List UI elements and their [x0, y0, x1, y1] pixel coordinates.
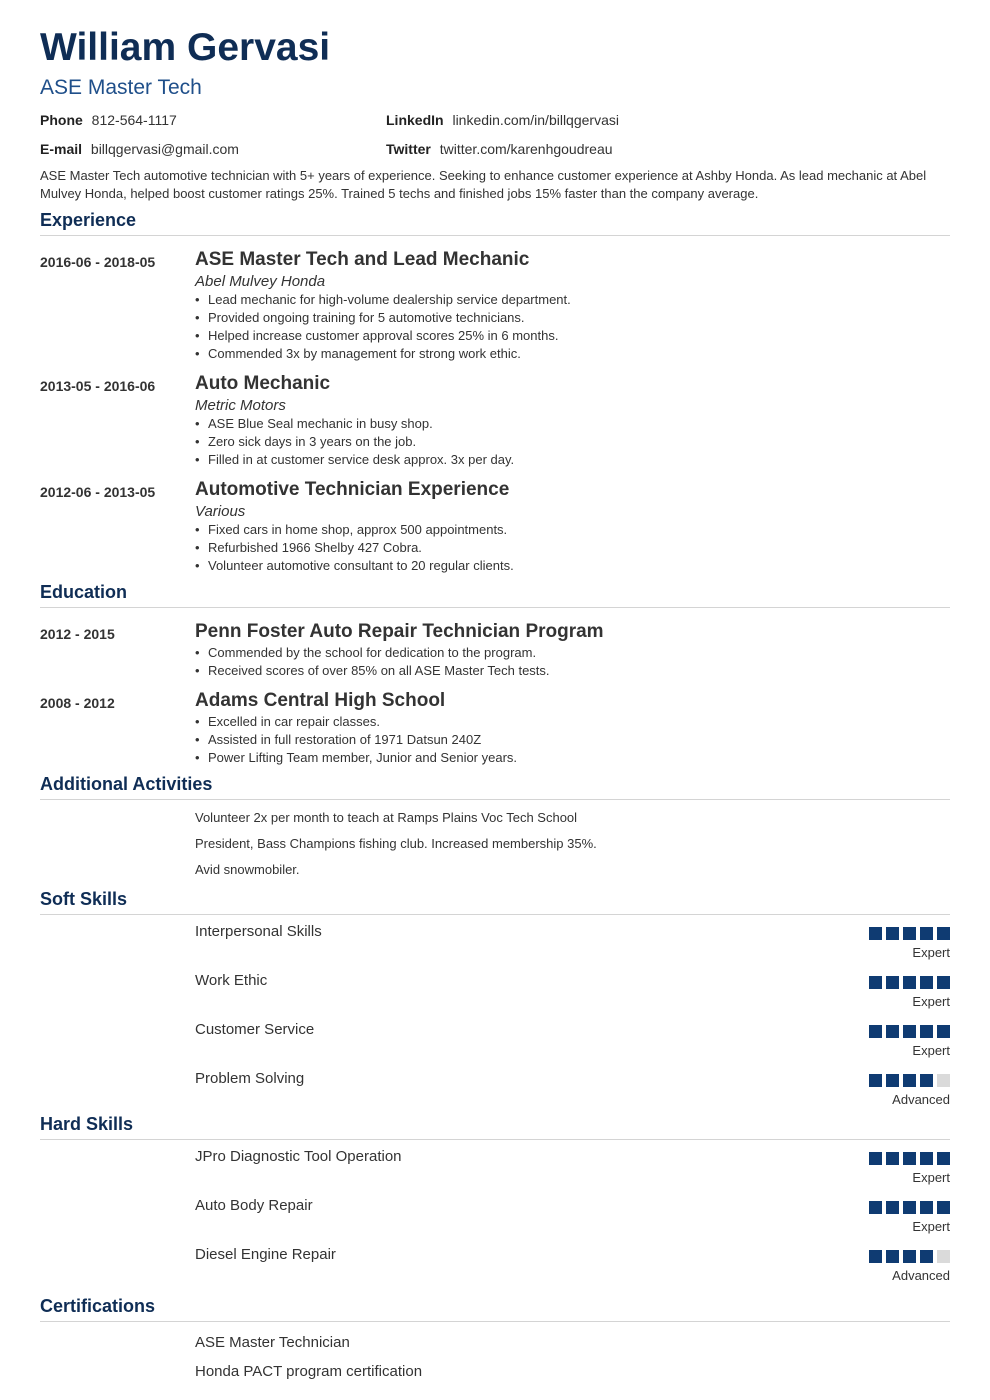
skill-name: Customer Service: [195, 1021, 315, 1038]
experience-dates: 2012-06 - 2013-05: [40, 484, 156, 500]
bullet-item: • Excelled in car repair classes.: [195, 713, 950, 731]
education-bullets: [195, 713, 950, 767]
skill-rating: [865, 1074, 950, 1087]
rating-square-filled: [886, 1152, 899, 1165]
bullet-item: • Commended 3x by management for strong work ethic.: [195, 345, 950, 363]
rating-square-empty: [937, 1250, 950, 1263]
hard-skills-list: [40, 1140, 950, 1287]
rating-square-filled: [886, 1025, 899, 1038]
skill-row: [195, 1140, 950, 1189]
skill-row: [195, 915, 950, 964]
skill-rating: [865, 1201, 950, 1214]
rating-square-filled: [869, 1250, 882, 1263]
skill-level: Expert: [912, 1170, 950, 1185]
rating-square-filled: [886, 1201, 899, 1214]
activity-item: President, Bass Champions fishing club. Increased membership 35%.: [195, 836, 597, 851]
skill-name: Auto Body Repair: [195, 1197, 313, 1214]
experience-entry: [40, 372, 950, 469]
soft-skills-heading: Soft Skills: [40, 888, 950, 915]
contact-email: [40, 139, 386, 159]
rating-square-filled: [886, 927, 899, 940]
bullet-item: • Power Lifting Team member, Junior and Senior years.: [195, 749, 950, 767]
education-heading: Education: [40, 581, 950, 608]
skill-rating: [865, 1025, 950, 1038]
rating-square-filled: [920, 1201, 933, 1214]
rating-square-filled: [903, 1152, 916, 1165]
rating-square-filled: [937, 927, 950, 940]
rating-square-filled: [869, 1152, 882, 1165]
bullet-item: • Received scores of over 85% on all ASE Master Tech tests.: [195, 662, 950, 680]
rating-square-filled: [920, 976, 933, 989]
education-title: Penn Foster Auto Repair Technician Program: [195, 621, 604, 642]
skill-row: [195, 1238, 950, 1287]
skill-row: [195, 1062, 950, 1111]
rating-square-filled: [903, 1025, 916, 1038]
skill-rating: [865, 927, 950, 940]
bullet-item: • Refurbished 1966 Shelby 427 Cobra.: [195, 539, 950, 557]
linkedin-label: LinkedIn: [386, 112, 444, 128]
rating-square-filled: [869, 976, 882, 989]
certification-item: Honda PACT program certification: [195, 1363, 423, 1380]
skill-rating: [865, 1152, 950, 1165]
rating-square-filled: [886, 976, 899, 989]
skill-row: [195, 1189, 950, 1238]
contact-linkedin: [386, 110, 886, 130]
experience-dates: 2013-05 - 2016-06: [40, 378, 156, 394]
profile-summary: ASE Master Tech automotive technician with 5+ years of experience. Seeking to enhance customer experience at Ashby Honda. As lead mechanic at Abel Mulvey Honda, helped boost customer ratings 25%. Trained 5 techs and finished jobs 15% faster than the company average.: [40, 168, 927, 201]
experience-heading: Experience: [40, 209, 950, 236]
experience-bullets: [195, 291, 950, 363]
certification-item: ASE Master Technician: [195, 1334, 350, 1351]
skill-level: Expert: [912, 1219, 950, 1234]
bullet-item: • Volunteer automotive consultant to 20 regular clients.: [195, 557, 950, 575]
experience-entry: [40, 248, 950, 363]
activity-item: Avid snowmobiler.: [195, 862, 300, 877]
experience-company: Abel Mulvey Honda: [195, 273, 326, 290]
rating-square-filled: [920, 1025, 933, 1038]
rating-square-filled: [903, 1201, 916, 1214]
rating-square-filled: [937, 1201, 950, 1214]
rating-square-filled: [869, 1074, 882, 1087]
twitter-value[interactable]: twitter.com/karenhgoudreau: [439, 141, 613, 157]
rating-square-filled: [903, 927, 916, 940]
resume-page: [40, 26, 950, 1381]
activities-heading: Additional Activities: [40, 773, 950, 800]
skill-level: Expert: [912, 1043, 950, 1058]
linkedin-value[interactable]: linkedin.com/in/billqgervasi: [452, 112, 619, 128]
bullet-item: • Lead mechanic for high-volume dealership service department.: [195, 291, 950, 309]
rating-square-filled: [869, 1025, 882, 1038]
bullet-item: • Commended by the school for dedication to the program.: [195, 644, 950, 662]
experience-entry: [40, 478, 950, 575]
experience-company: Various: [195, 503, 246, 520]
phone-label: Phone: [40, 112, 83, 128]
bullet-item: • ASE Blue Seal mechanic in busy shop.: [195, 415, 950, 433]
contact-twitter: [386, 139, 886, 159]
rating-square-filled: [869, 927, 882, 940]
experience-bullets: [195, 521, 950, 575]
skill-row: [195, 964, 950, 1013]
education-bullets: [195, 644, 950, 680]
phone-value: 812-564-1117: [91, 112, 177, 128]
job-title: ASE Master Tech: [40, 76, 202, 99]
experience-dates: 2016-06 - 2018-05: [40, 254, 156, 270]
education-dates: 2008 - 2012: [40, 695, 115, 711]
education-entry: [40, 620, 950, 680]
rating-square-filled: [886, 1250, 899, 1263]
education-entry: [40, 689, 950, 767]
rating-square-filled: [920, 1074, 933, 1087]
skill-rating: [865, 1250, 950, 1263]
skill-name: Diesel Engine Repair: [195, 1246, 336, 1263]
soft-skills-list: [40, 915, 950, 1111]
rating-square-filled: [937, 1152, 950, 1165]
skill-level: Advanced: [892, 1268, 950, 1283]
email-value[interactable]: billqgervasi@gmail.com: [90, 141, 239, 157]
skill-rating: [865, 976, 950, 989]
rating-square-filled: [869, 1201, 882, 1214]
bullet-item: • Fixed cars in home shop, approx 500 appointments.: [195, 521, 950, 539]
experience-title: ASE Master Tech and Lead Mechanic: [195, 249, 530, 270]
rating-square-filled: [937, 1025, 950, 1038]
twitter-label: Twitter: [386, 141, 431, 157]
rating-square-filled: [937, 976, 950, 989]
bullet-item: • Provided ongoing training for 5 automotive technicians.: [195, 309, 950, 327]
skill-level: Advanced: [892, 1092, 950, 1107]
rating-square-filled: [903, 976, 916, 989]
candidate-name: William Gervasi: [40, 26, 331, 69]
experience-company: Metric Motors: [195, 397, 286, 414]
bullet-item: • Helped increase customer approval scores 25% in 6 months.: [195, 327, 950, 345]
rating-square-filled: [920, 1250, 933, 1263]
experience-title: Auto Mechanic: [195, 373, 331, 394]
experience-bullets: [195, 415, 950, 469]
certifications-heading: Certifications: [40, 1295, 950, 1322]
rating-square-filled: [920, 927, 933, 940]
skill-name: JPro Diagnostic Tool Operation: [195, 1148, 402, 1165]
skill-name: Problem Solving: [195, 1070, 305, 1087]
rating-square-filled: [903, 1250, 916, 1263]
skill-name: Interpersonal Skills: [195, 923, 322, 940]
rating-square-filled: [886, 1074, 899, 1087]
bullet-item: • Assisted in full restoration of 1971 Datsun 240Z: [195, 731, 950, 749]
skill-name: Work Ethic: [195, 972, 268, 989]
education-dates: 2012 - 2015: [40, 626, 115, 642]
rating-square-empty: [937, 1074, 950, 1087]
contact-info: [40, 110, 950, 159]
experience-title: Automotive Technician Experience: [195, 479, 510, 500]
skill-row: [195, 1013, 950, 1062]
contact-phone: [40, 110, 386, 130]
hard-skills-heading: Hard Skills: [40, 1113, 950, 1140]
skill-level: Expert: [912, 994, 950, 1009]
bullet-item: • Zero sick days in 3 years on the job.: [195, 433, 950, 451]
bullet-item: • Filled in at customer service desk approx. 3x per day.: [195, 451, 950, 469]
education-title: Adams Central High School: [195, 690, 446, 711]
email-label: E-mail: [40, 141, 83, 157]
rating-square-filled: [920, 1152, 933, 1165]
activity-item: Volunteer 2x per month to teach at Ramps Plains Voc Tech School: [195, 810, 578, 825]
skill-level: Expert: [912, 945, 950, 960]
rating-square-filled: [903, 1074, 916, 1087]
